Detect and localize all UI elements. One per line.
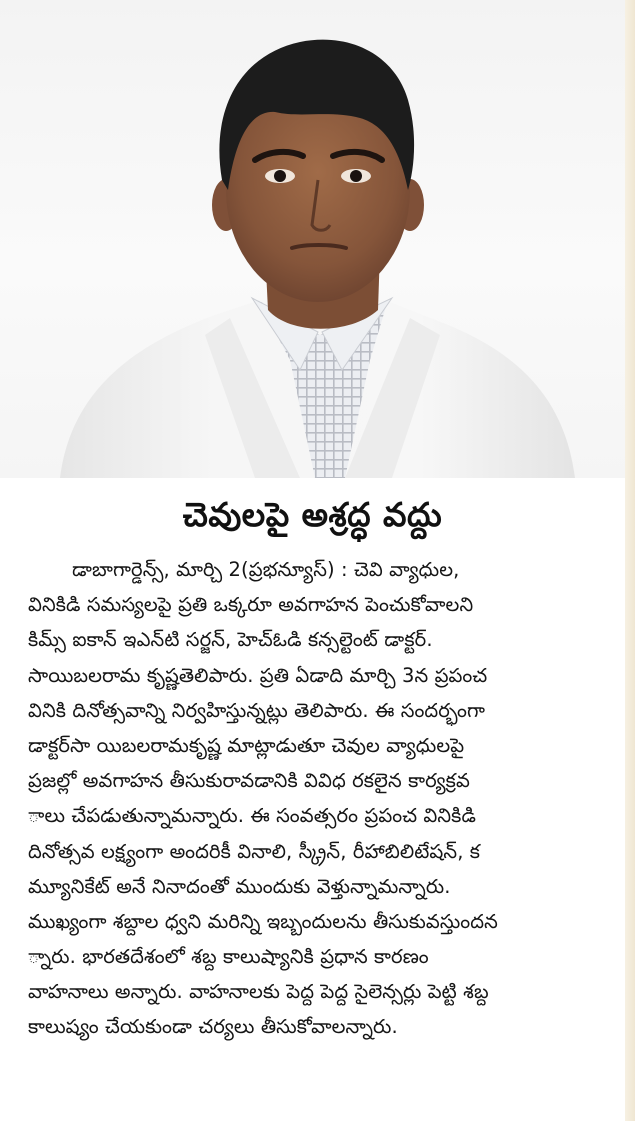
- page-edge-strip: [625, 0, 635, 1121]
- article-line: ్నారు. భారతదేశంలో శబ్ద కాలుష్యానికి ప్రధాన కారణం: [28, 945, 429, 969]
- article-line: ాలు చేపడుతున్నామన్నారు. ఈ సంవత్సరం ప్రపంచ వినికిడి: [28, 804, 476, 828]
- article-line: సాయిబలరామ కృష్ణతెలిపారు. ప్రతి ఏడాది మార్చి 3న ప్రపంచ: [28, 663, 488, 687]
- doctor-photo: [0, 0, 625, 478]
- article-line: డాక్టర్‌సా యిబలరామకృష్ణ మాట్లాడుతూ చెవుల వ్యాధులపై: [28, 733, 465, 757]
- article-body: [28, 552, 617, 1045]
- article-line: ప్రజల్లో అవగాహన తీసుకురావడానికి వివిధ రకలైన కార్యక్రవ: [28, 769, 470, 793]
- article-line: ముఖ్యంగా శబ్దాల ధ్వని మరిన్ని ఇబ్బందులను తీసుకువస్తుందన: [28, 909, 498, 933]
- article-line: మ్యూనికేట్ అనే నినాదంతో ముందుకు వెళ్తున్నామన్నారు.: [28, 874, 451, 898]
- news-article: [0, 478, 625, 1121]
- article-headline: చెవులపై అశ్రద్ధ వద్దు: [182, 495, 443, 534]
- article-line: వాహనాలు అన్నారు. వాహనాలకు పెద్ద పెద్ద సైలెన్సర్లు పెట్టి శబ్ద: [28, 980, 489, 1004]
- article-line: వినికి దినోత్సవాన్ని నిర్వహిస్తున్నట్లు తెలిపారు. ఈ సందర్భంగా: [28, 698, 486, 722]
- article-line: వినికిడి సమస్యలపై ప్రతి ఒక్కరూ అవగాహన పెంచుకోవాలని: [28, 593, 474, 617]
- doctor-portrait-image: [0, 0, 625, 478]
- article-line: డాబాగార్డెన్స్, మార్చి 2(ప్రభన్యూస్) : చెవి వ్యాధుల,: [72, 558, 460, 581]
- article-line: కాలుష్యం చేయకుండా చర్యలు తీసుకోవాలన్నారు.: [28, 1015, 398, 1039]
- article-line: కిమ్స్ ఐకాన్ ఇఎన్‌టి సర్జన్, హెచ్‌ఓడి కన్సల్టెంట్ డాక్టర్.: [28, 628, 433, 652]
- article-line: దినోత్సవ లక్ష్యంగా అందరికీ వినాలి, స్క్రీన్, రీహాబిలిటేషన్, క: [28, 839, 481, 863]
